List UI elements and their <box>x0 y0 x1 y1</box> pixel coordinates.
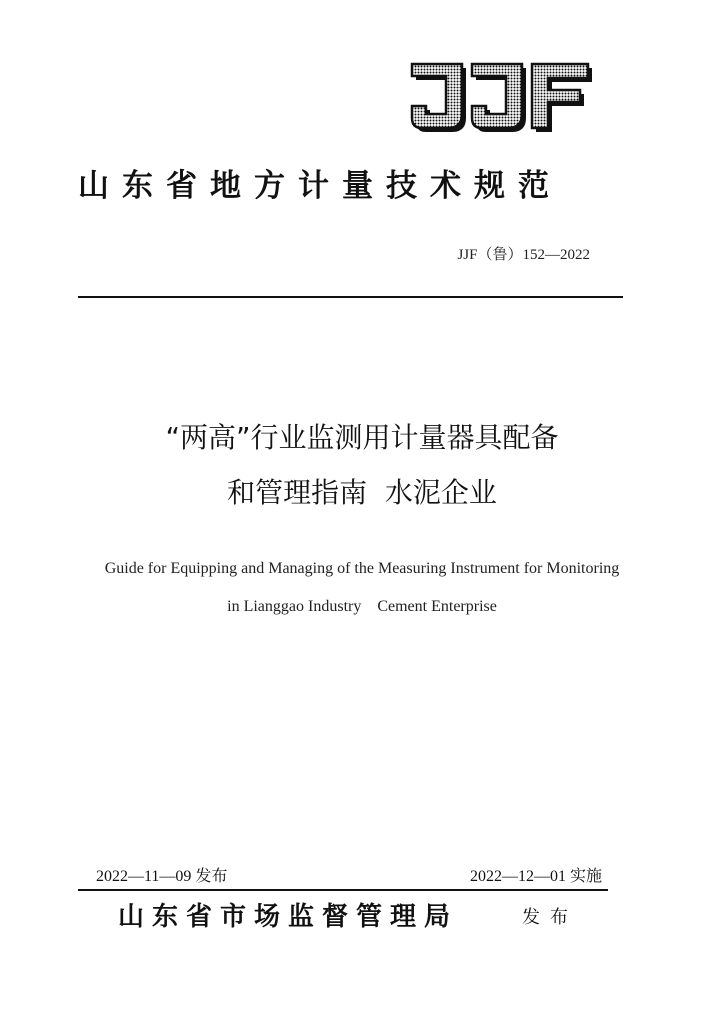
standard-code: JJF（鲁）152—2022 <box>457 247 590 263</box>
title-en-line2: in Lianggao Industry Cement Enterprise <box>227 598 497 615</box>
issuer-suffix: 发布 <box>522 907 578 928</box>
title-en-line1: Guide for Equipping and Managing of the Measuring Instrument for Monitoring <box>104 560 620 577</box>
title-zh-line1: “两高”行业监测用计量器具配备 <box>165 421 559 454</box>
implementation-date: 2022—12—01 实施 <box>469 868 602 885</box>
series-title: 山东省地方计量技术规范 <box>78 168 562 204</box>
title-zh-line2: 和管理指南 水泥企业 <box>227 476 497 509</box>
logo-letters <box>412 64 592 132</box>
top-divider <box>78 296 623 298</box>
issue-date: 2022—11—09 发布 <box>96 868 228 885</box>
bottom-divider <box>78 889 608 891</box>
issuer-name: 山东省市场监督管理局 <box>118 902 459 932</box>
jjf-logo <box>408 62 596 136</box>
